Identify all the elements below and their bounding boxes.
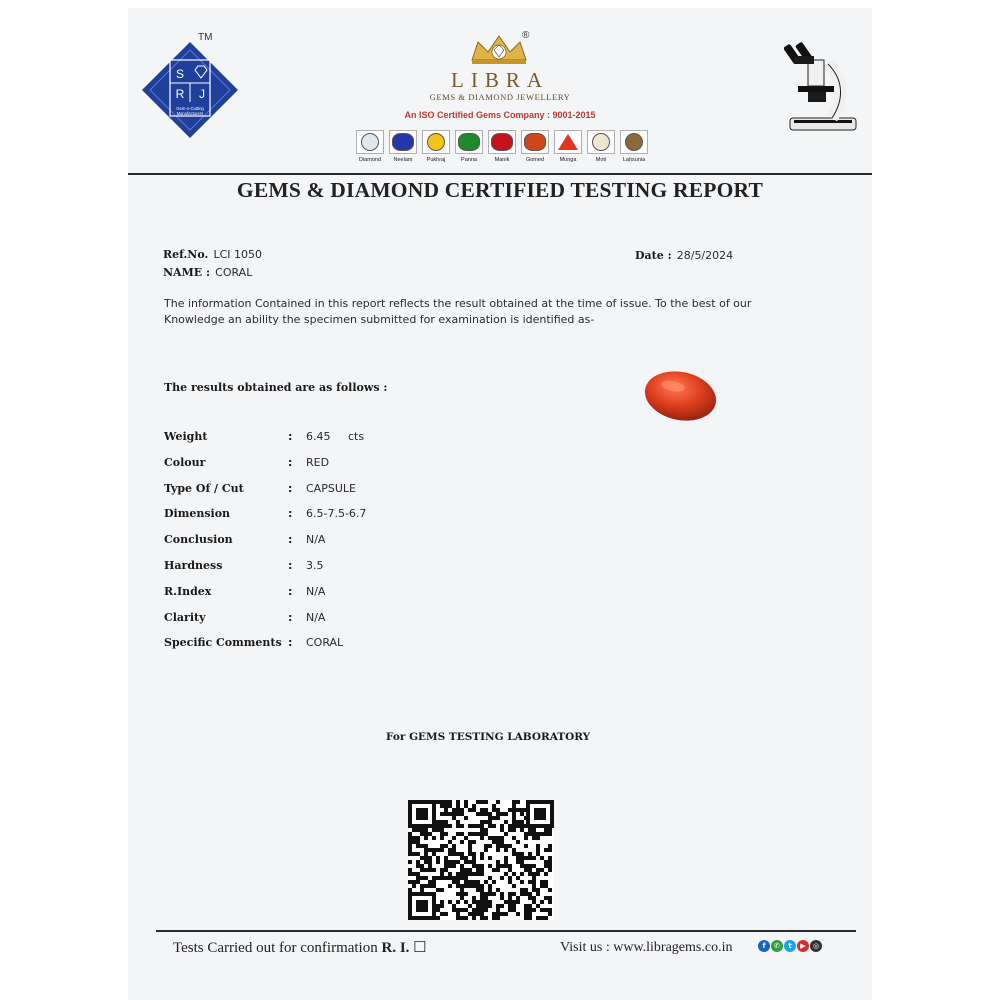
date-value: 28/5/2024 (676, 249, 734, 262)
tests-text: Tests Carried out for confirmation (173, 940, 378, 956)
trademark-mark: TM (198, 32, 213, 43)
signature-line: For GEMS TESTING LABORATORY (386, 731, 591, 743)
gem-item (619, 130, 649, 168)
ri-text: R. I. (381, 940, 410, 956)
result-colon: : (288, 455, 293, 469)
result-row (164, 507, 484, 523)
gem-swatch (422, 130, 450, 154)
gem-label: Pukhraj (426, 157, 446, 163)
result-colon: : (288, 636, 293, 650)
result-value: 6.45 cts (306, 430, 365, 443)
result-value: 3.5 (306, 559, 324, 572)
gem-item (421, 130, 451, 168)
result-label: Hardness (164, 559, 223, 572)
gem-item (454, 130, 484, 168)
registered-mark: ® (522, 30, 530, 41)
iso-certification: An ISO Certified Gems Company : 9001-2015 (404, 110, 596, 120)
gem-shape (491, 133, 513, 151)
gem-label: Manik (494, 157, 510, 163)
svg-text:Manufacturers: Manufacturers (176, 111, 204, 116)
ref-label: Ref.No. (163, 248, 209, 261)
qr-code[interactable] (408, 800, 554, 920)
results-heading: The results obtained are as follows : (164, 381, 388, 394)
result-row (164, 559, 484, 575)
gem-shape (524, 133, 546, 151)
report-title: GEMS & DIAMOND CERTIFIED TESTING REPORT (236, 178, 764, 202)
srj-logo-text: Gem-n-Cutting (176, 106, 204, 111)
gem-strip (355, 130, 655, 168)
gem-shape (558, 134, 578, 150)
result-colon: : (288, 430, 293, 443)
result-label: Type Of / Cut (164, 481, 244, 495)
gem-item (520, 130, 550, 168)
result-colon: : (288, 610, 293, 624)
gem-swatch (554, 130, 582, 154)
gem-label: Gomed (525, 157, 545, 163)
gem-label: Lahsunia (622, 157, 646, 163)
gem-item (586, 130, 616, 168)
ref-value: LCI 1050 (213, 248, 262, 261)
gem-shape (427, 133, 445, 151)
result-row (164, 585, 484, 601)
result-value: CORAL (306, 636, 344, 650)
gem-shape (592, 133, 610, 151)
result-value: N/A (306, 610, 326, 624)
srj-letter-r: R (175, 87, 185, 101)
result-label: Dimension (164, 507, 231, 521)
ri-checkbox: ☐ (413, 940, 427, 956)
gem-item (487, 130, 517, 168)
result-label: Colour (164, 455, 206, 469)
ref-number (163, 243, 262, 262)
footer-tests (173, 938, 427, 957)
result-colon: : (288, 507, 293, 521)
microscope-icon (784, 40, 860, 136)
srj-letter-s: S (175, 67, 185, 81)
result-value: N/A (306, 584, 326, 598)
specimen-name (163, 261, 252, 280)
gem-label: Panna (461, 157, 477, 163)
name-label: NAME : (163, 266, 211, 279)
gem-label: Moti (595, 157, 607, 163)
gem-swatch (488, 130, 516, 154)
result-label: Clarity (164, 610, 206, 624)
result-colon: : (288, 584, 293, 598)
result-colon: : (288, 481, 293, 495)
website-link[interactable]: Visit us : www.libragems.co.in (560, 940, 733, 955)
brand-name: LIBRA (451, 68, 549, 92)
instagram-icon[interactable]: ◎ (810, 940, 822, 952)
result-label: Specific Comments (164, 636, 282, 650)
gem-swatch (620, 130, 648, 154)
result-row (164, 533, 484, 549)
gem-item (553, 130, 583, 168)
result-label: R.Index (164, 584, 212, 598)
gem-swatch (521, 130, 549, 154)
gem-label: Munga (559, 157, 577, 163)
twitter-icon[interactable]: t (784, 940, 796, 952)
facebook-icon[interactable]: f (758, 940, 770, 952)
name-value: CORAL (215, 266, 253, 279)
gem-shape (625, 133, 643, 151)
result-label: Weight (164, 430, 208, 443)
youtube-icon[interactable]: ▶ (797, 940, 809, 952)
coral-stone-image (643, 368, 718, 424)
report-date (635, 244, 733, 263)
result-row (164, 636, 484, 652)
result-row (164, 430, 484, 446)
gem-label: Neelam (393, 157, 413, 163)
result-value: 6.5-7.5-6.7 (306, 507, 367, 521)
gem-label: Diamond (358, 157, 381, 163)
header-divider (128, 173, 872, 175)
srj-logo (140, 40, 240, 140)
result-colon: : (288, 559, 293, 572)
result-colon: : (288, 533, 293, 547)
srj-letter-j: J (199, 87, 205, 101)
gem-swatch (587, 130, 615, 154)
result-label: Conclusion (164, 533, 233, 547)
footer-divider (156, 930, 856, 932)
intro-line-2: Knowledge an ability the specimen submitted for examination is identified as- (164, 313, 595, 326)
gem-swatch (455, 130, 483, 154)
date-label: Date : (635, 249, 672, 262)
gem-shape (361, 133, 379, 151)
gem-swatch (356, 130, 384, 154)
result-row (164, 482, 484, 498)
gem-swatch (389, 130, 417, 154)
result-value: N/A (306, 533, 326, 547)
result-value: RED (306, 455, 330, 469)
result-row (164, 456, 484, 472)
gem-item (388, 130, 418, 168)
social-icons (758, 940, 822, 952)
brand-subtitle: GEMS & DIAMOND JEWELLERY (429, 92, 571, 102)
gem-item (355, 130, 385, 168)
gem-shape (392, 133, 414, 151)
result-value: CAPSULE (306, 481, 356, 495)
gem-shape (458, 133, 480, 151)
whatsapp-icon[interactable]: ✆ (771, 940, 783, 952)
intro-line-1: The information Contained in this report reflects the result obtained at the time of issue. To the best of our (164, 297, 752, 310)
result-row (164, 611, 484, 627)
intro-paragraph (164, 296, 804, 328)
